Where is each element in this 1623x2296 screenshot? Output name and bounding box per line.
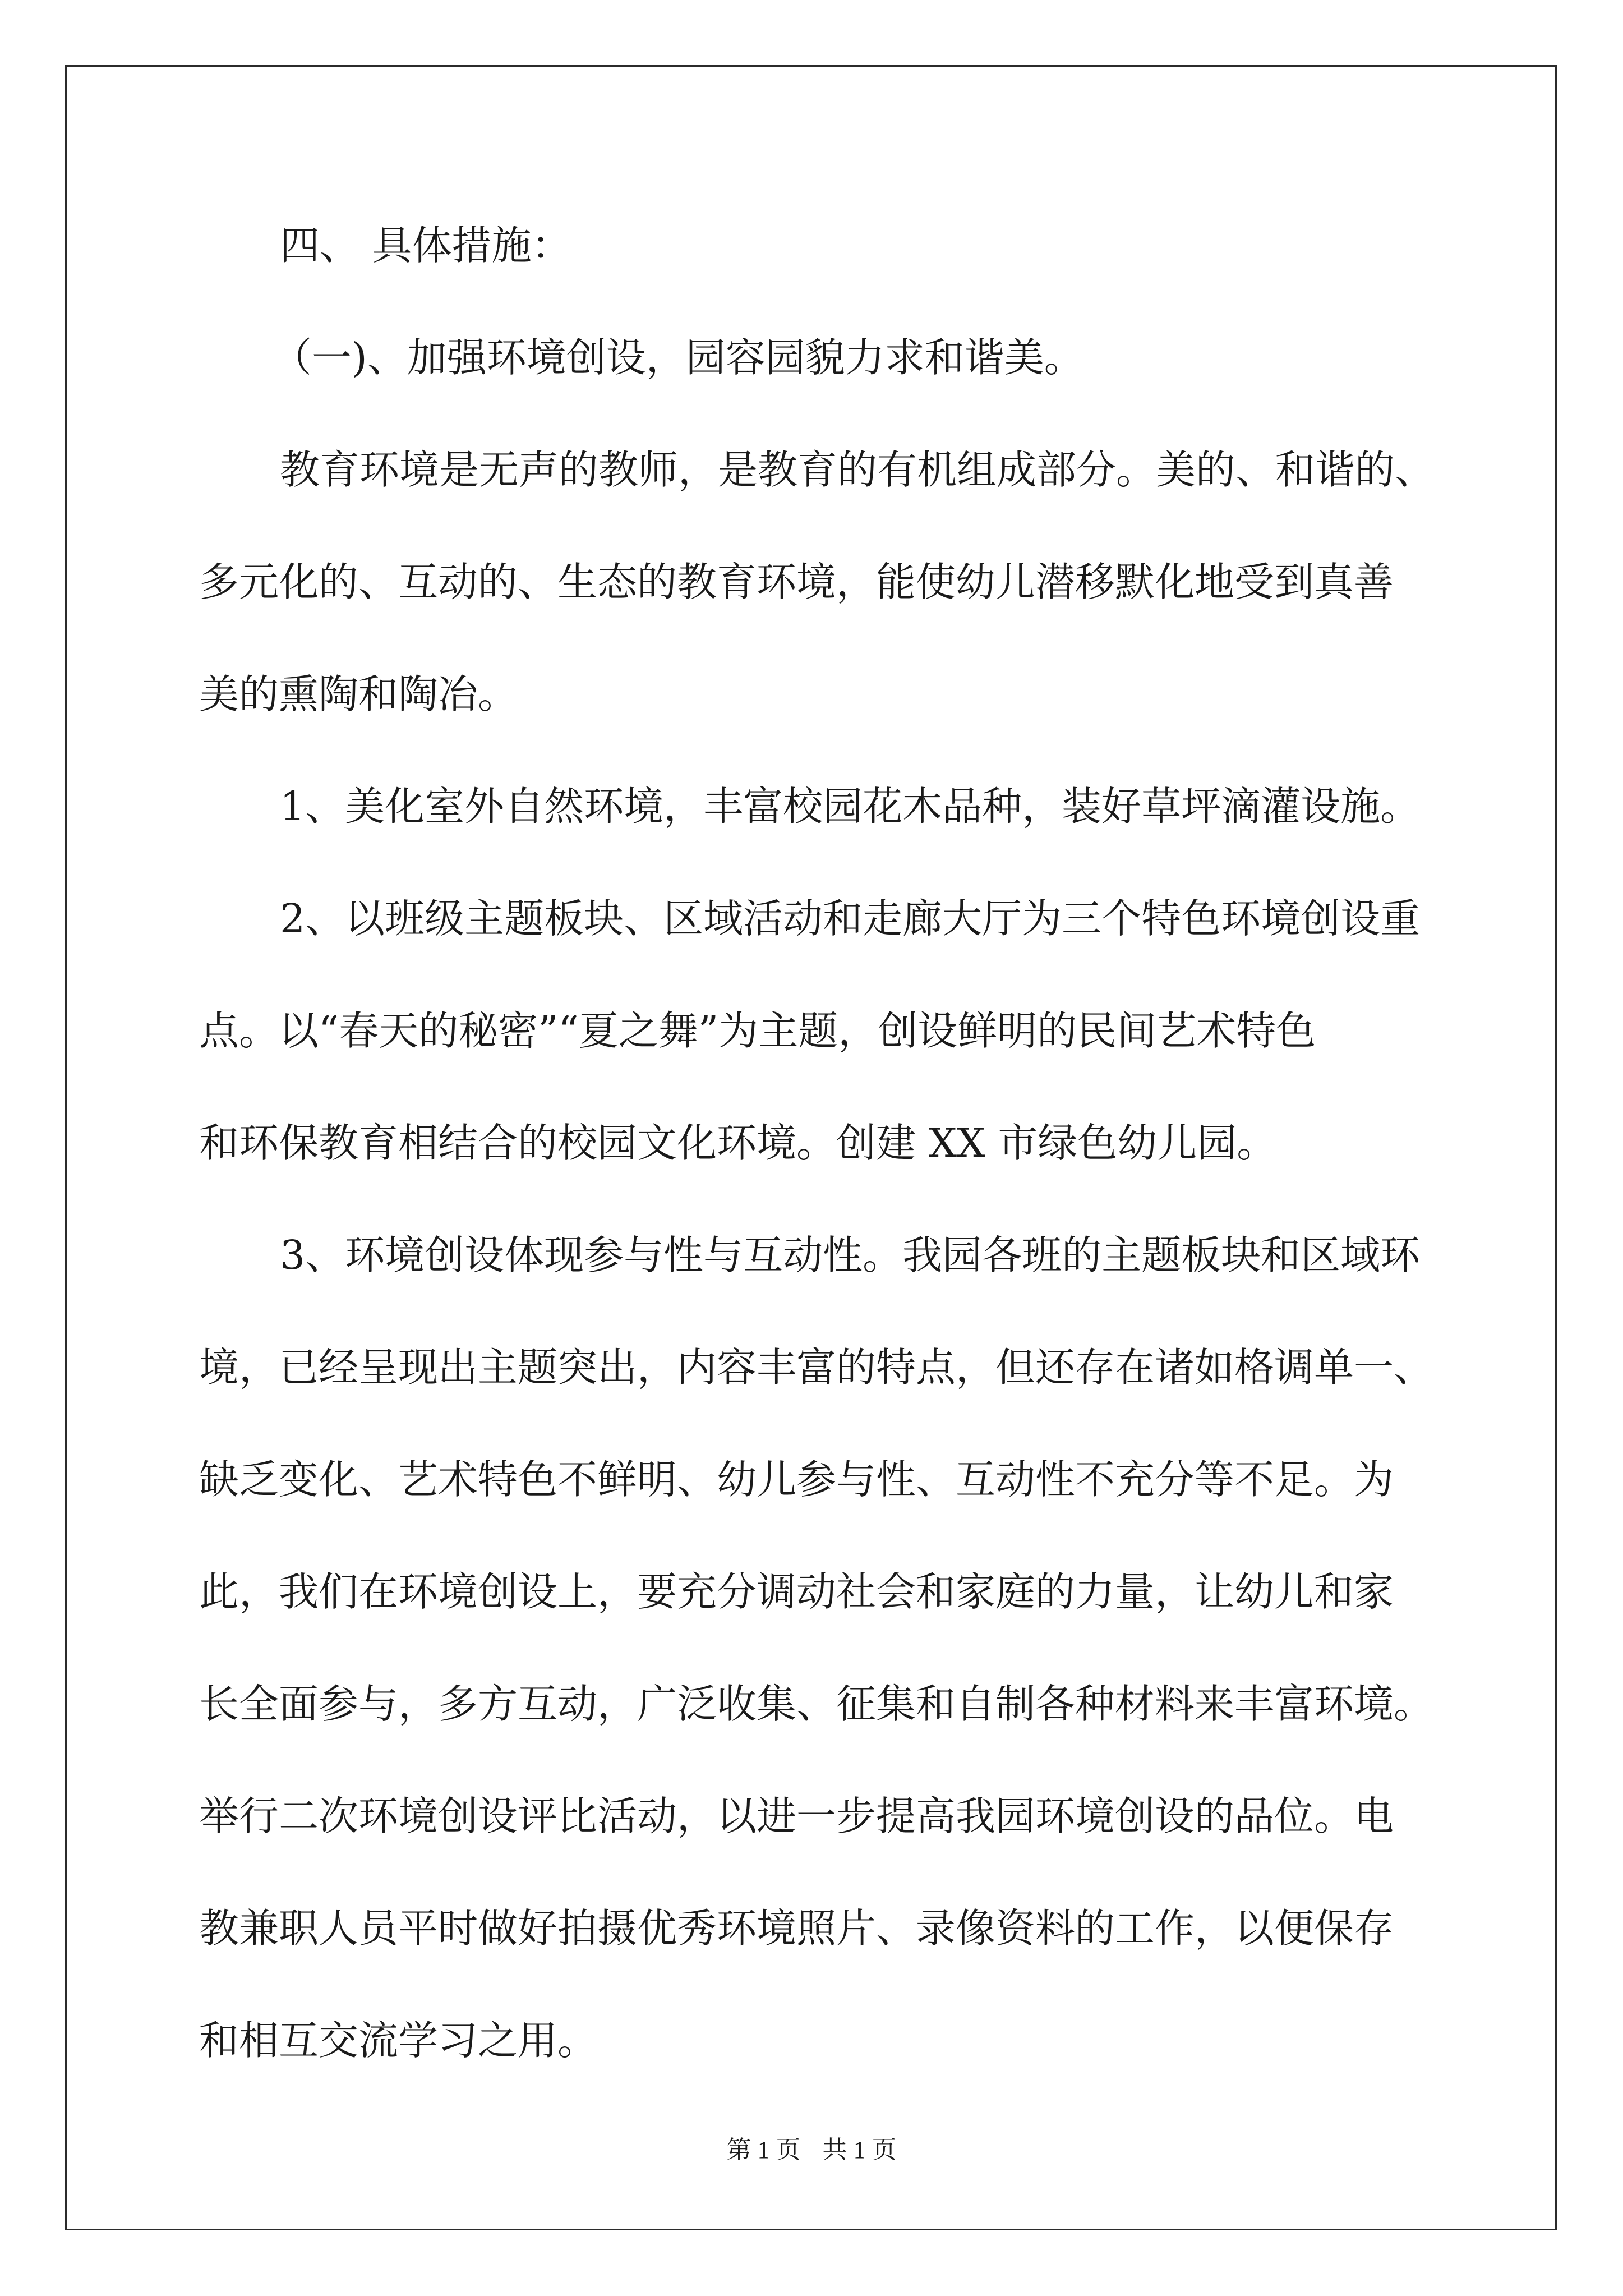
paragraph-intro bbox=[199, 438, 1435, 727]
paragraph-line: 举行二次环境创设评比活动，以进一步提高我园环境创设的品位。电 bbox=[199, 1793, 1394, 1839]
paragraph-item-1 bbox=[199, 774, 1430, 839]
paragraph-line: 1、美化室外自然环境，丰富校园花木品种，装好草坪滴灌设施。 bbox=[280, 783, 1421, 830]
paragraph-line: 点。以“春天的秘密”“夏之舞”为主题，创设鲜明的民间艺术特色 bbox=[199, 1007, 1316, 1054]
paragraph-line: 长全面参与，多方互动，广泛收集、征集和自制各种材料来丰富环境。 bbox=[199, 1681, 1434, 1727]
page-total: 共 1 页 bbox=[822, 2136, 897, 2164]
section-heading: 四、 具体措施： bbox=[280, 222, 571, 269]
paragraph-line: 缺乏变化、艺术特色不鲜明、幼儿参与性、互动性不充分等不足。为 bbox=[199, 1456, 1394, 1503]
paragraph-line: 多元化的、互动的、生态的教育环境，能使幼儿潜移默化地受到真善 bbox=[199, 559, 1394, 605]
paragraph-item-3 bbox=[199, 1223, 1434, 2073]
document-body bbox=[199, 213, 1435, 2073]
paragraph-line: 2、以班级主题板块、区域活动和走廊大厅为三个特色环境创设重 bbox=[280, 895, 1421, 942]
paragraph-line: 和环保教育相结合的校园文化环境。创建 XX 市绿色幼儿园。 bbox=[199, 1120, 1277, 1166]
paragraph-line: 教兼职人员平时做好拍摄优秀环境照片、录像资料的工作，以便保存 bbox=[199, 1905, 1394, 1952]
paragraph-line: 教育环境是无声的教师，是教育的有机组成部分。美的、和谐的、 bbox=[280, 447, 1435, 493]
page-number: 第 1 页 bbox=[726, 2136, 801, 2164]
paragraph-line: 3、环境创设体现参与性与互动性。我园各班的主题板块和区域环 bbox=[280, 1232, 1421, 1278]
paragraph-line: 境，已经呈现出主题突出，内容丰富的特点，但还存在诸如格调单一、 bbox=[199, 1344, 1434, 1391]
paragraph-line: 美的熏陶和陶冶。 bbox=[199, 671, 518, 717]
paragraph-line: 和相互交流学习之用。 bbox=[199, 2017, 598, 2064]
paragraph-item-2 bbox=[199, 886, 1430, 1176]
subsection-heading: （一)、加强环境创设，园容园貌力求和谐美。 bbox=[272, 334, 1084, 381]
paragraph-line: 此，我们在环境创设上，要充分调动社会和家庭的力量，让幼儿和家 bbox=[199, 1568, 1394, 1615]
page-footer bbox=[0, 2129, 1623, 2165]
